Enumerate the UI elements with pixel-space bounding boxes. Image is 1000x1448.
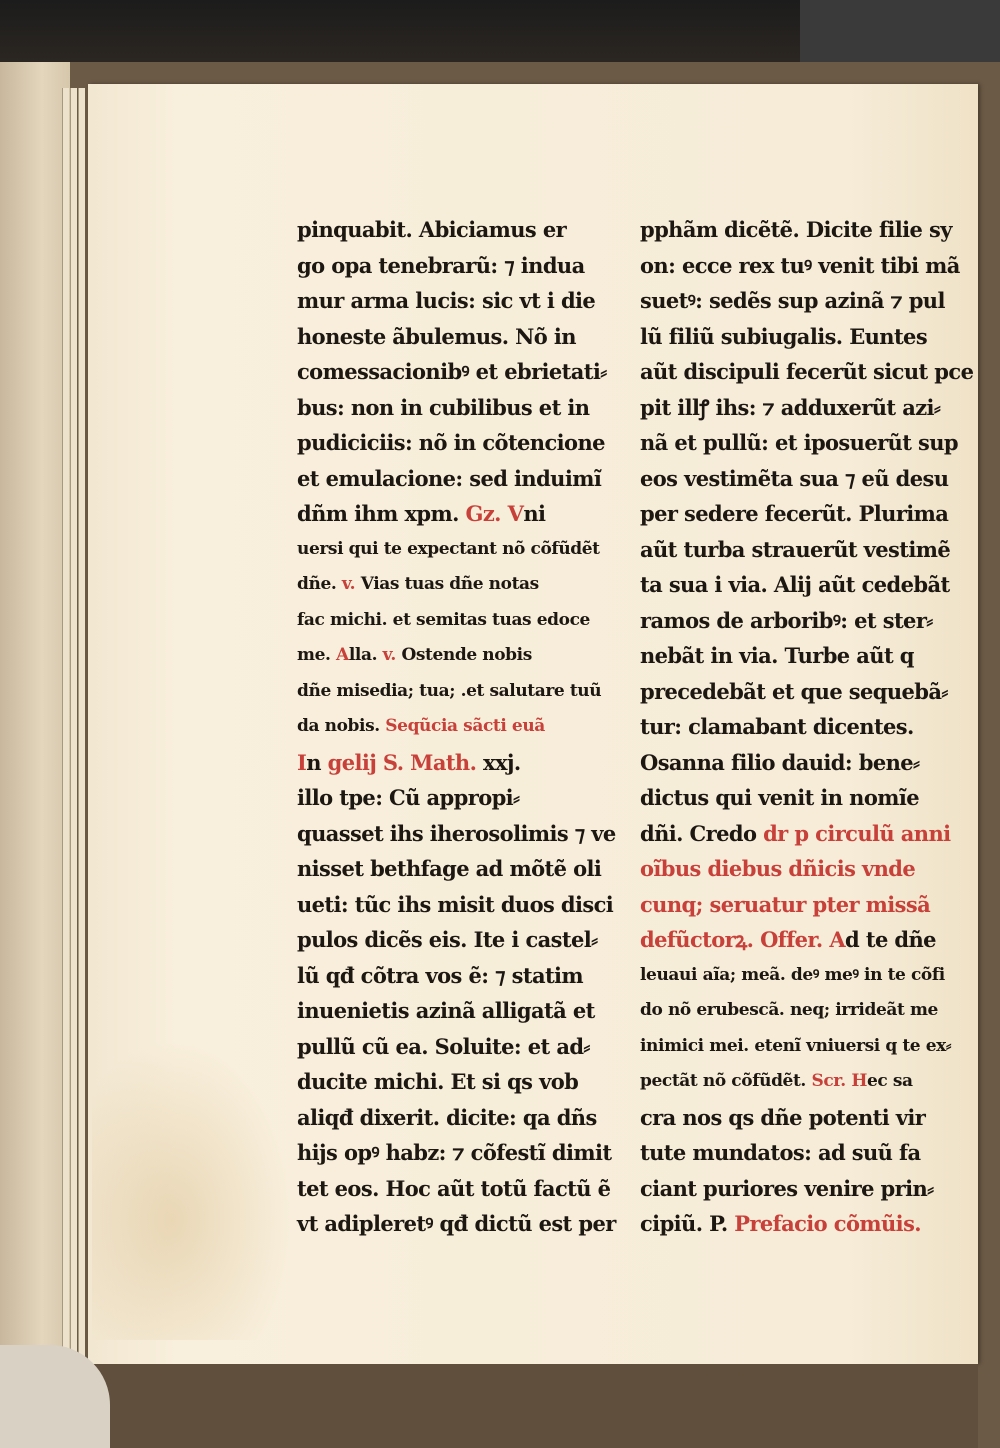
right-column-line — [640, 461, 949, 497]
text-run: aũt discipuli fecerũt sicut pce — [640, 359, 974, 384]
right-column-line — [640, 1206, 940, 1242]
right-column-line — [640, 496, 949, 532]
right-column-line — [640, 603, 940, 639]
right-column-line — [640, 1064, 940, 1100]
left-column-line — [297, 532, 600, 568]
right-column-line — [640, 1171, 940, 1207]
rubric-text: dr p circulũ anni — [763, 820, 951, 846]
text-run: ducite michi. Et si qs vob — [297, 1069, 579, 1094]
text-run: lũ qđ cõtra vos ẽ: ⁊ statim — [297, 962, 584, 988]
right-column-line — [640, 745, 940, 781]
text-run: per sedere fecerũt. Plurima — [640, 501, 949, 526]
text-run: dñe misedia; tua; .et salutare tuũ — [297, 680, 602, 701]
text-run: da nobis. — [297, 716, 386, 736]
text-run: Ostende nobis — [401, 645, 532, 665]
left-column-line — [297, 851, 602, 887]
text-run: nisset bethfage ad mõtẽ oli — [297, 856, 602, 881]
right-column-line — [640, 638, 940, 674]
left-column-line — [297, 958, 587, 994]
left-column-line — [297, 212, 587, 248]
rubric-text: v. — [341, 574, 361, 594]
right-column-line — [640, 319, 940, 355]
text-run: pectãt nõ cõfũdẽt. — [640, 1071, 812, 1091]
left-column-line — [297, 993, 595, 1029]
leaf-edge — [70, 88, 77, 1363]
text-run: xxj. — [476, 749, 521, 775]
text-run: aliqđ dixerit. dicite: qa dñs — [297, 1104, 597, 1130]
text-run: ta sua i via. Alij aũt cedebãt — [640, 572, 950, 597]
text-run: d te dñe — [845, 927, 936, 952]
text-run: suetꝰ: sedẽs sup azinã ⁊ pul — [640, 288, 945, 313]
text-run: aũt turba strauerũt vestimẽ — [640, 536, 951, 562]
text-run: ec sa — [867, 1071, 913, 1091]
text-run: nã et pullũ: et iposuerũt sup — [640, 430, 959, 455]
left-column-line — [297, 319, 587, 355]
left-column-line — [297, 425, 605, 461]
text-run: hijs opꝰ habz: ⁊ cõfestĩ dimit — [297, 1140, 612, 1165]
right-column-line — [640, 212, 952, 248]
text-run: uersi qui te expectant nõ cõfũdẽt — [297, 538, 600, 559]
text-run: inuenietis azinã alligatã et — [297, 998, 595, 1023]
right-column-line — [640, 993, 940, 1029]
left-text-column — [297, 212, 616, 1242]
text-run: ramos de arboribꝰ: et ster⸗ — [640, 607, 933, 633]
text-run: Vias tuas dñe notas — [360, 574, 539, 594]
text-run: pinquabit. Abiciamus er — [297, 217, 567, 242]
right-column-line — [640, 887, 940, 923]
right-column-line — [640, 1100, 940, 1136]
left-column-line — [297, 1100, 597, 1136]
text-run: tet eos. Hoc aũt totũ factũ ẽ — [297, 1175, 611, 1201]
text-run: dictus qui venit in nomĩe — [640, 785, 920, 810]
right-column-line — [640, 922, 940, 958]
rubric-text: defũctorꝝ. Offer. — [640, 927, 830, 952]
backdrop-top-right — [800, 0, 1000, 62]
rubric-text: Scr. H — [811, 1071, 867, 1091]
left-column-line — [297, 603, 590, 639]
right-column-line — [640, 532, 951, 568]
left-column-line — [297, 674, 602, 710]
text-run: nebãt in via. Turbe aũt q — [640, 643, 914, 668]
right-column-line — [640, 425, 959, 461]
text-run: pulos dicẽs eis. Ite i castel⸗ — [297, 927, 598, 952]
left-column-line — [297, 1171, 611, 1207]
right-text-column — [640, 212, 974, 1242]
rubric-text: Prefacio cõmũis. — [734, 1211, 921, 1236]
right-column-line — [640, 958, 945, 994]
left-column-line — [297, 1206, 616, 1242]
rubric-text: V — [507, 501, 524, 526]
text-run: illo tpe: Cũ appropi⸗ — [297, 785, 520, 810]
left-column-line — [297, 1029, 590, 1065]
rubric-text: I — [297, 749, 307, 775]
left-column-line — [297, 461, 602, 497]
text-run: et emulacione: sed induimĩ — [297, 465, 602, 491]
text-run: dñe. — [297, 574, 342, 594]
text-run: cra nos qs dñe potenti vir — [640, 1104, 926, 1130]
text-run: me. — [297, 645, 337, 665]
text-run: quasset ihs iherosolimis ⁊ ve — [297, 820, 616, 846]
right-column-line — [640, 567, 950, 603]
left-column-line — [297, 567, 587, 603]
text-run: tur: clamabant dicentes. — [640, 714, 914, 739]
text-run: pullũ cũ ea. Soluite: et ad⸗ — [297, 1033, 590, 1059]
text-run: comessacionibꝰ et ebrietati⸗ — [297, 359, 607, 384]
right-column-line — [640, 390, 940, 426]
rubric-text: oĩbus diebus dñicis vnde — [640, 856, 916, 881]
rubric-text: gelij S. Math. — [327, 749, 477, 775]
left-column-line — [297, 922, 598, 958]
left-column-line — [297, 390, 590, 426]
text-run: lla. — [348, 645, 383, 665]
left-column-line — [297, 816, 616, 852]
text-run: eos vestimẽta sua ⁊ eũ desu — [640, 465, 949, 491]
text-run: ciant puriores venire prin⸗ — [640, 1175, 934, 1201]
text-run: fac michi. et semitas tuas edoce — [297, 609, 590, 630]
text-run: mur arma lucis: sic vt i die — [297, 288, 596, 313]
text-run: vt adipleretꝰ qđ dictũ est per — [297, 1211, 616, 1236]
text-run: bus: non in cubilibus et in — [297, 394, 590, 420]
text-run: precedebãt et que sequebã⸗ — [640, 678, 948, 704]
page-bottom-shadow — [88, 1364, 978, 1448]
right-column-line — [640, 1135, 940, 1171]
text-run: dñm ihm xpm. — [297, 501, 466, 526]
left-column-line — [297, 1135, 612, 1171]
text-run: on: ecce rex tuꝰ venit tibi mã — [640, 252, 960, 278]
page-stack-left — [0, 62, 70, 1448]
rubric-text: Gz. — [465, 501, 508, 526]
rubric-text: Seqũcia sãcti euã — [385, 716, 545, 736]
rubric-text: A — [829, 927, 846, 952]
right-column-line — [640, 780, 940, 816]
left-column-line — [297, 354, 607, 390]
right-column-line — [640, 1029, 952, 1065]
left-column-line — [297, 638, 587, 674]
left-column-line — [297, 709, 587, 745]
text-run: inimici mei. etenĩ vniuersi q te ex⸗ — [640, 1035, 952, 1056]
right-column-line — [640, 816, 951, 852]
right-column-line — [640, 709, 940, 745]
left-column-line — [297, 745, 587, 781]
right-column-line — [640, 248, 960, 284]
text-run: ueti: tũc ihs misit duos disci — [297, 891, 614, 917]
text-run: pit illꝭ ihs: ⁊ adduxerũt azi⸗ — [640, 394, 941, 420]
rubric-text: v. — [382, 645, 402, 665]
left-column-line — [297, 283, 596, 319]
text-run: do nõ erubescã. neq; irrideãt me — [640, 1000, 938, 1020]
right-column-line — [640, 283, 945, 319]
left-column-line — [297, 887, 614, 923]
text-run: dñi. Credo — [640, 820, 764, 846]
left-column-line — [297, 496, 587, 532]
left-column-line — [297, 248, 587, 284]
right-column-line — [640, 354, 974, 390]
leaf-edge — [62, 88, 69, 1363]
text-run: ni — [523, 501, 546, 526]
text-run: honeste ãbulemus. Nõ in — [297, 323, 576, 349]
text-run: leuaui aĩa; meã. deꝰ meꝰ in te cõfi — [640, 964, 945, 985]
right-column-line — [640, 851, 940, 887]
text-run: pudiciciis: nõ in cõtencione — [297, 430, 605, 455]
text-run: Osanna filio dauid: bene⸗ — [640, 749, 920, 775]
left-column-line — [297, 780, 587, 816]
leaf-edge — [78, 88, 85, 1363]
text-run: cipiũ. P. — [640, 1211, 735, 1236]
text-run: pphãm dicẽtẽ. Dicite filie sy — [640, 217, 952, 242]
rubric-text: A — [336, 645, 349, 665]
text-run: lũ filiũ subiugalis. Euntes — [640, 323, 928, 349]
left-column-line — [297, 1064, 587, 1100]
page-stain — [92, 1040, 292, 1340]
text-run: go opa tenebrarũ: ⁊ indua — [297, 252, 585, 278]
text-run: tute mundatos: ad suũ fa — [640, 1140, 921, 1165]
rubric-text: cunq; seruatur pter missã — [640, 891, 931, 917]
text-run: n — [306, 749, 328, 775]
right-column-line — [640, 674, 948, 710]
